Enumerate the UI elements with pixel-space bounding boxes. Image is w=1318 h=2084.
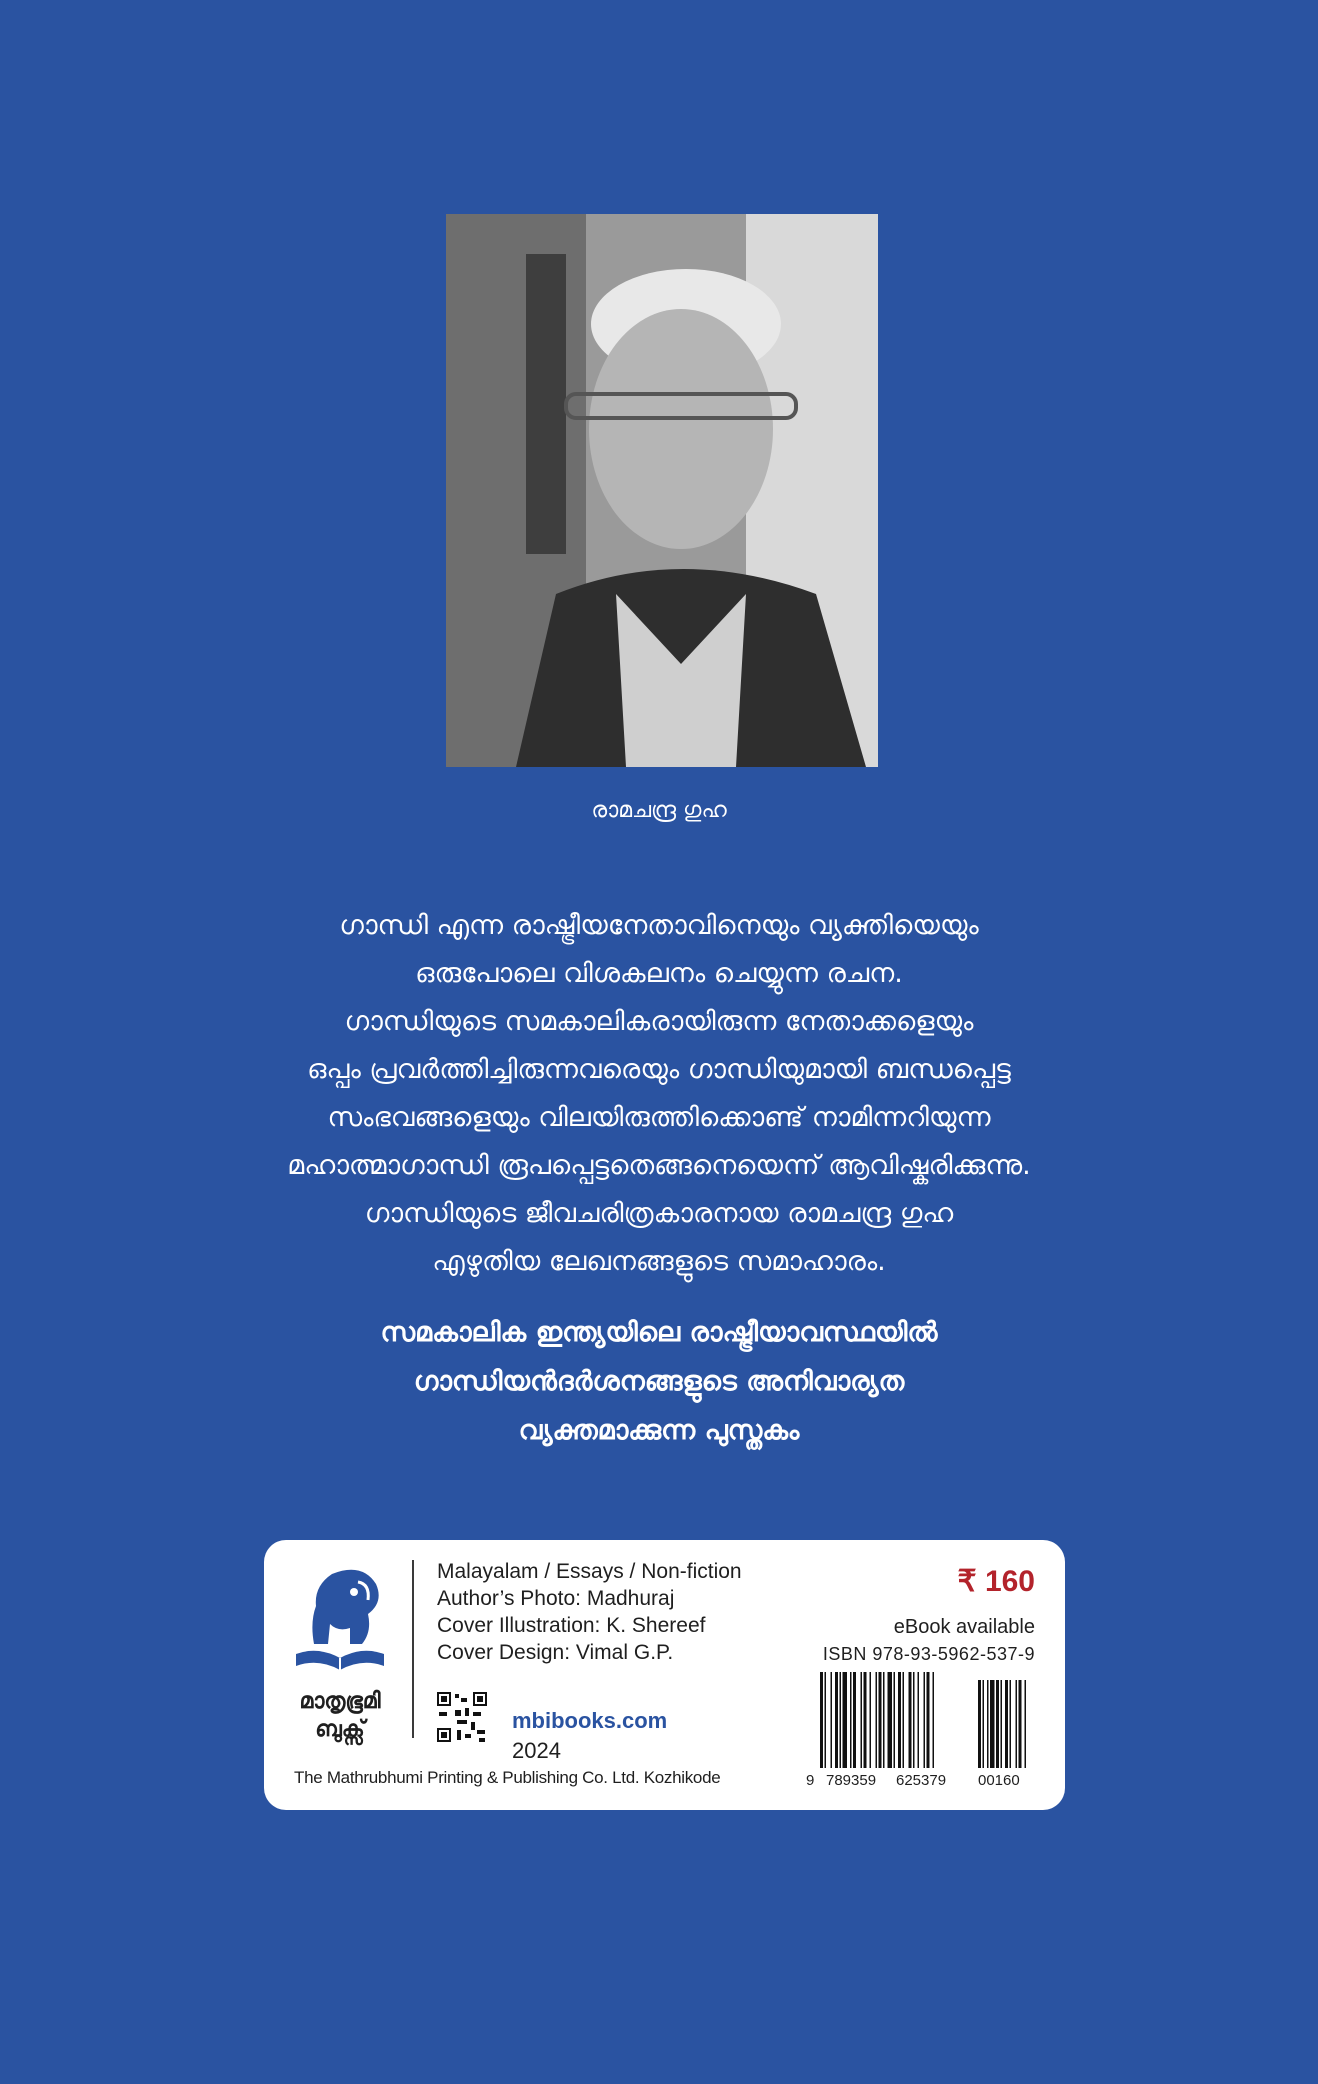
blurb-line: ഗാന്ധി എന്ന രാഷ്ട്രീയനേതാവിനെയും വ്യക്തിയെയും [339, 910, 979, 941]
barcode-bar [927, 1672, 930, 1768]
elephant-book-icon [292, 1562, 388, 1682]
barcode-bar [843, 1672, 848, 1768]
barcode-bar [864, 1672, 867, 1768]
book-credits [437, 1558, 742, 1666]
price-label: ₹ 160 [957, 1565, 1035, 1598]
barcode-bar [861, 1672, 863, 1768]
barcode-addon-bar [996, 1680, 999, 1768]
barcode-addon-bar [1025, 1680, 1027, 1768]
barcode-bar [825, 1672, 827, 1768]
barcode-bar [933, 1672, 935, 1768]
barcode-bar [918, 1672, 920, 1768]
tagline-line: സമകാലിക ഇന്ത്യയിലെ രാഷ്ട്രീയാവസ്ഥയിൽ [380, 1317, 938, 1348]
credit-line: Cover Illustration: K. Shereef [437, 1614, 706, 1637]
barcode-bar [879, 1672, 882, 1768]
barcode-right-digits: 625379 [896, 1772, 947, 1789]
barcode-bar [820, 1672, 823, 1768]
book-tagline [159, 1308, 1159, 1455]
barcode-addon-bar [987, 1680, 989, 1768]
tagline-line: ഗാന്ധിയൻദർശനങ്ങളുടെ അനിവാര്യത [413, 1366, 905, 1397]
barcode-bar [898, 1672, 901, 1768]
blurb-line: ഗാന്ധിയുടെ സമകാലികരായിരുന്ന നേതാക്കളെയും [344, 1006, 974, 1037]
barcode-addon-bar [1005, 1680, 1008, 1768]
barcode-left-digits: 789359 [826, 1772, 877, 1789]
barcode-bar [909, 1672, 912, 1768]
barcode-addon-bar [983, 1680, 985, 1768]
tagline-line: വ്യക്തമാക്കുന്ന പുസ്തകം [518, 1415, 800, 1446]
barcode-addon-bar [1016, 1680, 1018, 1768]
barcode-bar [870, 1672, 872, 1768]
barcode-first-digit: 9 [806, 1772, 815, 1789]
barcode-addon-bar [990, 1680, 995, 1768]
barcode-bar [853, 1672, 856, 1768]
logo-text-mathrubhumi: മാതൃഭൂമി [299, 1689, 381, 1714]
barcode-bar [840, 1672, 842, 1768]
isbn-number: ISBN 978-93-5962-537-9 [822, 1644, 1035, 1664]
blurb-line: മഹാത്മാഗാന്ധി രൂപപ്പെട്ടതെങ്ങനെയെന്ന് ആവിഷ്കരിക്കുന്നു. [287, 1150, 1031, 1181]
barcode-bar [903, 1672, 905, 1768]
barcode-bar [888, 1672, 893, 1768]
publication-year: 2024 [512, 1738, 561, 1763]
blurb-line: സംഭവങ്ങളെയും വിലയിരുത്തിക്കൊണ്ട് നാമിന്നറിയുന്ന [327, 1102, 991, 1133]
qr-code-icon [437, 1692, 487, 1742]
credit-line: Author’s Photo: Madhuraj [437, 1587, 675, 1610]
publisher-name: The Mathrubhumi Printing & Publishing Co. Ltd. Kozhikode [294, 1768, 721, 1787]
author-portrait-image [446, 214, 878, 767]
blurb-line: ഗാന്ധിയുടെ ജീവചരിത്രകാരനായ രാമചന്ദ്ര ഗുഹ [364, 1198, 954, 1229]
barcode-addon-digits: 00160 [978, 1772, 1020, 1789]
barcode-addon-bar [1019, 1680, 1022, 1768]
barcode-addon-bar [1010, 1680, 1012, 1768]
logo-text-books: ബുക്സ് [315, 1717, 365, 1742]
barcode-bar [835, 1672, 838, 1768]
barcode-addon-bar [978, 1680, 981, 1768]
publisher-info-panel [264, 1540, 1065, 1810]
panel-divider [412, 1560, 414, 1738]
barcode-bar [913, 1672, 915, 1768]
isbn-barcode [820, 1672, 1036, 1770]
credit-line: Malayalam / Essays / Non-fiction [437, 1560, 742, 1583]
barcode-bar [894, 1672, 896, 1768]
barcode-bar [883, 1672, 885, 1768]
barcode-bar [831, 1672, 833, 1768]
ebook-availability: eBook available [893, 1616, 1035, 1638]
blurb-line: എഴുതിയ ലേഖനങ്ങളുടെ സമാഹാരം. [432, 1246, 886, 1277]
book-blurb [159, 902, 1159, 1286]
credit-line: Cover Design: Vimal G.P. [437, 1641, 674, 1664]
blurb-line: ഒരുപോലെ വിശകലനം ചെയ്യുന്ന രചന. [415, 958, 903, 989]
barcode-bar [876, 1672, 878, 1768]
author-photo [446, 214, 878, 767]
barcode-bar [850, 1672, 852, 1768]
blurb-line: ഒപ്പം പ്രവർത്തിച്ചിരുന്നവരെയും ഗാന്ധിയുമായി ബന്ധപ്പെട്ട [307, 1054, 1011, 1085]
website-link[interactable]: mbibooks.com [512, 1708, 668, 1733]
publisher-logo [290, 1562, 390, 1794]
author-name-caption: രാമചന്ദ്ര ഗുഹ [591, 798, 727, 823]
barcode-addon-bar [1001, 1680, 1003, 1768]
barcode-bar [924, 1672, 926, 1768]
